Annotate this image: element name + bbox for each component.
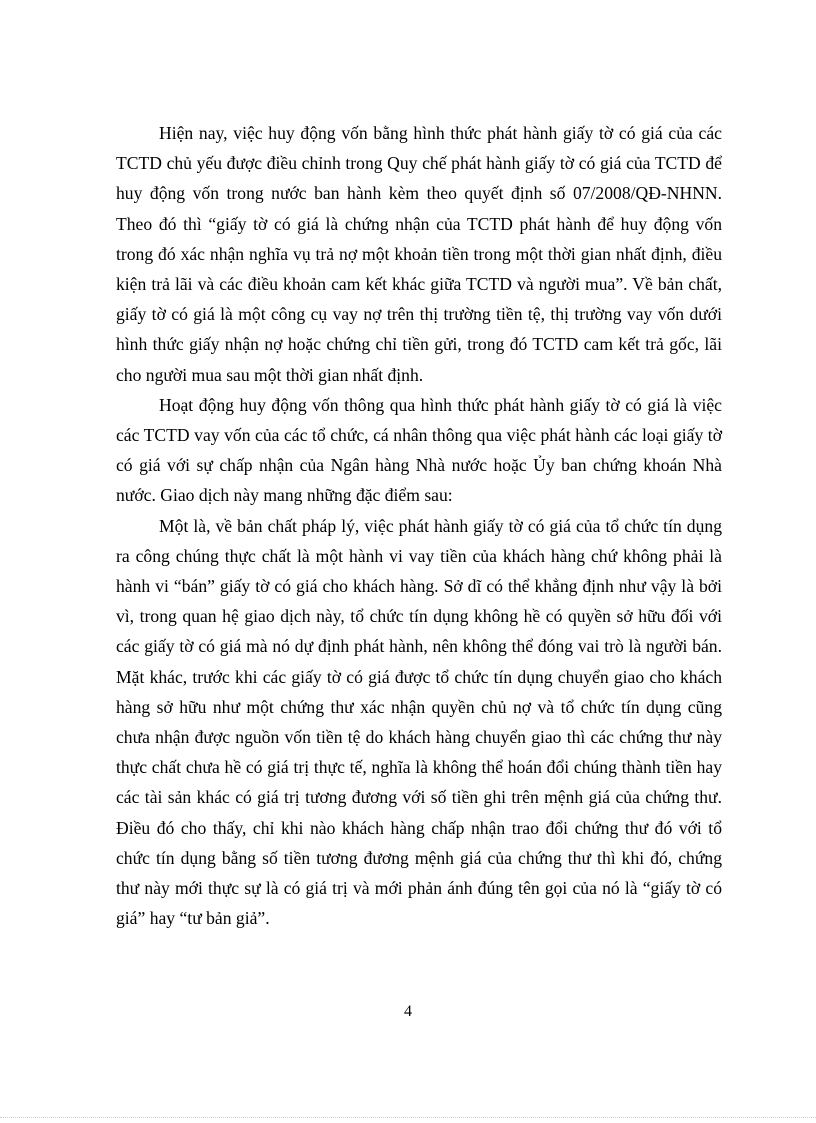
paragraph-3: Một là, về bản chất pháp lý, việc phát hành giấy tờ có giá của tổ chức tín dụng ra công chúng thực chất là một hành vi vay tiền của khách hàng chứ không phải là hành vi “bán” giấy tờ có giá cho khách hàng. Sở dĩ có thể khẳng định như vậy là bởi vì, trong quan hệ giao dịch này, tổ chức tín dụng không hề có quyền sở hữu đối với các giấy tờ có giá mà nó dự định phát hành, nên không thể đóng vai trò là người bán. Mặt khác, trước khi các giấy tờ có giá được tổ chức tín dụng chuyển giao cho khách hàng sở hữu như một chứng thư xác nhận quyền chủ nợ và tổ chức tín dụng cũng chưa nhận được nguồn vốn tiền tệ do khách hàng chuyển giao thì các chứng thư này thực chất chưa hề có giá trị thực tế, nghĩa là không thể hoán đổi chúng thành tiền hay các tài sản khác có giá trị tương đương với số tiền ghi trên mệnh giá của chứng thư. Điều đó cho thấy, chỉ khi nào khách hàng chấp nhận trao đổi chứng thư đó với tổ chức tín dụng bằng số tiền tương đương mệnh giá của chứng thư thì khi đó, chứng thư này mới thực sự là có giá trị và mới phản ánh đúng tên gọi của nó là “giấy tờ có giá” hay “tư bản giả”. <box>116 515 722 929</box>
page-number: 4 <box>404 1003 412 1020</box>
paragraph-2: Hoạt động huy động vốn thông qua hình thức phát hành giấy tờ có giá là việc các TCTD vay vốn của các tổ chức, cá nhân thông qua việc phát hành các loại giấy tờ có giá với sự chấp nhận của Ngân hàng Nhà nước hoặc Ủy ban chứng khoán Nhà nước. Giao dịch này mang những đặc điểm sau: <box>116 394 722 506</box>
document-body <box>116 118 722 933</box>
page-bottom-divider <box>0 1117 816 1118</box>
paragraph-1: Hiện nay, việc huy động vốn bằng hình thức phát hành giấy tờ có giá của các TCTD chủ yếu được điều chỉnh trong Quy chế phát hành giấy tờ có giá của TCTD để huy động vốn trong nước ban hành kèm theo quyết định số 07/2008/QĐ-NHNN. Theo đó thì “giấy tờ có giá là chứng nhận của TCTD phát hành để huy động vốn trong đó xác nhận nghĩa vụ trả nợ một khoản tiền trong một thời gian nhất định, điều kiện trả lãi và các điều khoản cam kết khác giữa TCTD và người mua”. Về bản chất, giấy tờ có giá là một công cụ vay nợ trên thị trường tiền tệ, thị trường vay vốn dưới hình thức giấy nhận nợ hoặc chứng chỉ tiền gửi, trong đó TCTD cam kết trả gốc, lãi cho người mua sau một thời gian nhất định. <box>116 123 722 385</box>
